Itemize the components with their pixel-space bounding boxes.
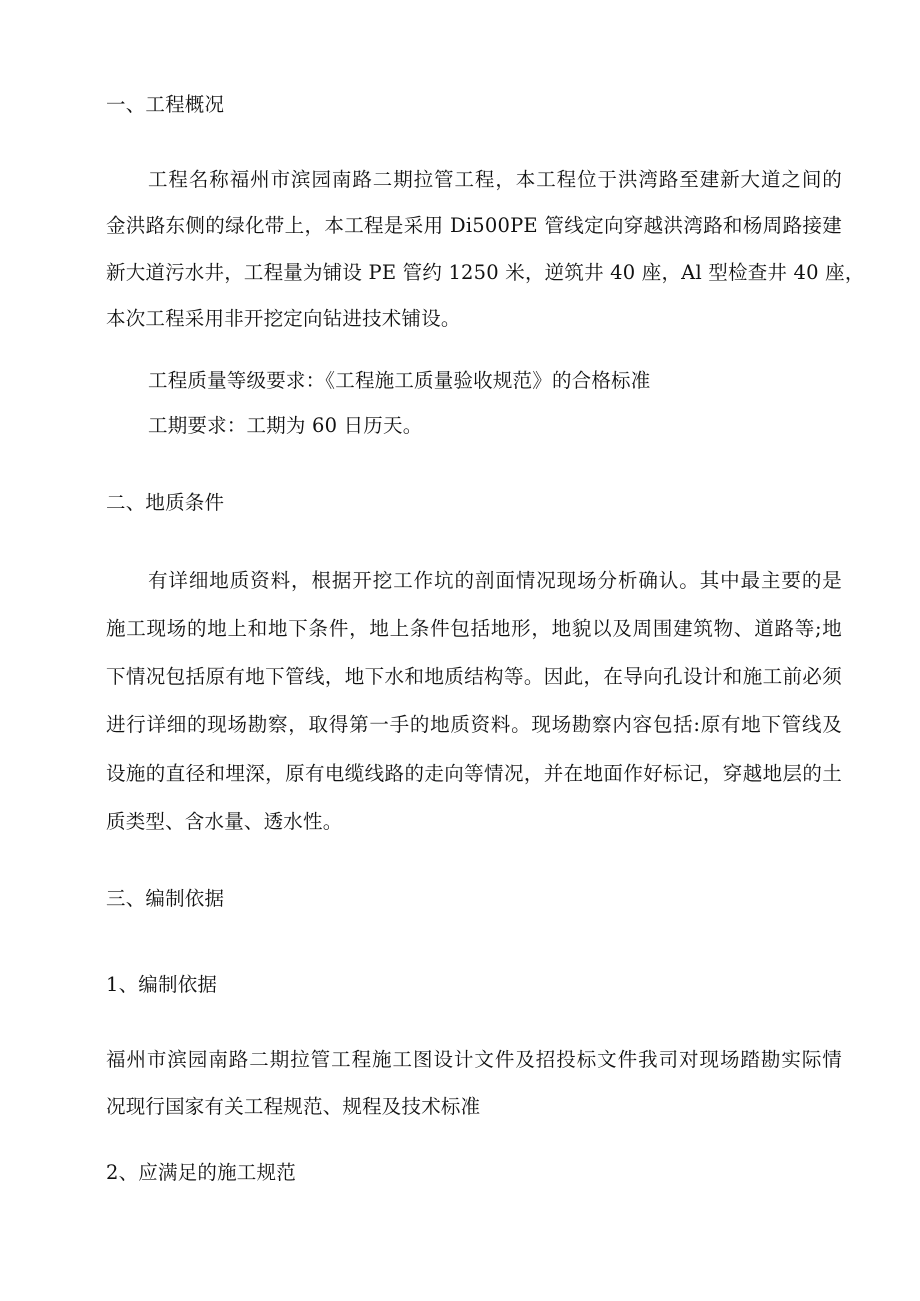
paragraph-line: 新大道污水井，工程量为铺设 PE 管约 1250 米，逆筑井 40 座，Al 型检查井 40 座， <box>106 261 865 284</box>
paragraph-line: 下情况包括原有地下管线，地下水和地质结构等。因此，在导向孔设计和施工前必须 <box>106 665 842 688</box>
paragraph-line: 质类型、含水量、透水性。 <box>106 810 343 833</box>
section-heading-basis: 三、编制依据 <box>106 887 225 910</box>
paragraph-line: 进行详细的现场勘察，取得第一手的地质资料。现场勘察内容包括:原有地下管线及 <box>106 713 842 736</box>
section-heading-overview: 一、工程概况 <box>106 93 225 116</box>
paragraph-line: 有详细地质资料，根据开挖工作坑的剖面情况现场分析确认。其中最主要的是 <box>148 569 842 592</box>
paragraph-line: 施工现场的地上和地下条件，地上条件包括地形，地貌以及周围建筑物、道路等;地 <box>106 617 842 640</box>
quality-requirement: 工程质量等级要求：《工程施工质量验收规范》的合格标准 <box>148 369 651 392</box>
subsection-heading: 1、编制依据 <box>106 973 218 996</box>
paragraph-line: 工程名称福州市滨园南路二期拉管工程，本工程位于洪湾路至建新大道之间的 <box>148 168 842 191</box>
section-heading-geology: 二、地质条件 <box>106 491 225 514</box>
paragraph-line: 金洪路东侧的绿化带上，本工程是采用 Di500PE 管线定向穿越洪湾路和杨周路接建 <box>106 214 842 237</box>
paragraph-line: 设施的直径和埋深，原有电缆线路的走向等情况，并在地面作好标记，穿越地层的土 <box>106 762 842 785</box>
schedule-requirement: 工期要求：工期为 60 日历天。 <box>148 414 423 437</box>
paragraph-line: 况现行国家有关工程规范、规程及技术标准 <box>106 1095 481 1118</box>
subsection-heading: 2、应满足的施工规范 <box>106 1161 296 1184</box>
paragraph-line: 本次工程采用非开挖定向钻进技术铺设。 <box>106 307 461 330</box>
paragraph-line: 福州市滨园南路二期拉管工程施工图设计文件及招投标文件我司对现场踏勘实际情 <box>106 1048 842 1071</box>
